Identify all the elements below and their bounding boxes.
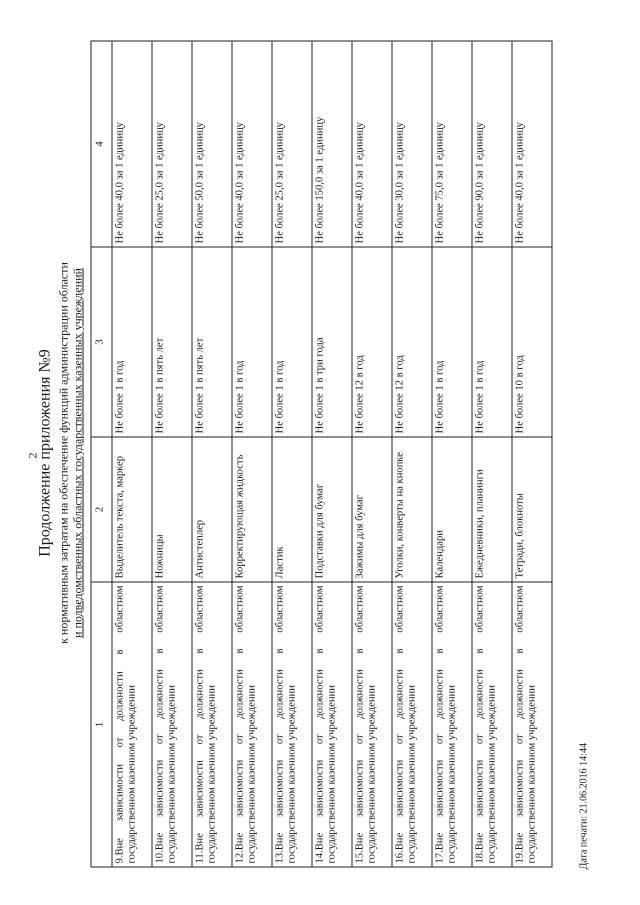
table-cell-c2: Ножницы [152, 437, 192, 582]
print-date: Дата печати: 21.06.2016 14:44 [578, 742, 590, 869]
table-cell-c2: Зажимы для бумаг [352, 437, 392, 582]
table-cell-c1: 15.Вне зависимости от должности в областном государственном казенном учреждении [352, 582, 392, 867]
appendix-subtitle-line1: к нормативным затратам на обеспечение функций администрации области [56, 261, 71, 644]
table-cell-c4: Не более 150,0 за 1 единицу [312, 41, 352, 247]
table-cell-c1: 12.Вне зависимости от должности в областном государственном казенном учреждении [232, 582, 272, 867]
table-row [472, 41, 512, 867]
table-cell-c2: Антистеплер [192, 437, 232, 582]
table-cell-c3: Не более 1 в пять лет [192, 247, 232, 437]
table-cell-c3: Не более 1 в год [432, 247, 472, 437]
table-row [352, 41, 392, 867]
table-cell-c4: Не более 40,0 за 1 единицу [352, 41, 392, 247]
column-header: 1 [91, 582, 112, 867]
table-cell-c4: Не более 25,0 за 1 единицу [152, 41, 192, 247]
table-row [232, 41, 272, 867]
table-cell-c2: Тетради, блокноты [512, 437, 552, 582]
table-header-row [91, 41, 112, 867]
table-cell-c2: Подставки для бумаг [312, 437, 352, 582]
document-header [31, 30, 85, 875]
table-cell-c2: Уголки, конверты на кнопке [392, 437, 432, 582]
table-cell-c1: 13.Вне зависимости от должности в областном государственном казенном учреждении [272, 582, 312, 867]
table-cell-c1: 17.Вне зависимости от должности в областном государственном казенном учреждении [432, 582, 472, 867]
appendix-subtitle-line2: и подведомственных областных государственных казенных учреждений [70, 267, 85, 638]
table-cell-c2: Выделитель текста, маркер [112, 437, 152, 582]
table-cell-c4: Не более 25,0 за 1 единицу [272, 41, 312, 247]
table-row [512, 41, 552, 867]
table-cell-c3: Не более 1 в год [112, 247, 152, 437]
table-row [432, 41, 472, 867]
column-header: 3 [91, 247, 112, 437]
table-cell-c4: Не более 40,0 за 1 единицу [512, 41, 552, 247]
table-cell-c4: Не более 50,0 за 1 единицу [192, 41, 232, 247]
document-page-rotated [31, 30, 611, 875]
column-header: 4 [91, 41, 112, 247]
table-cell-c1: 16.Вне зависимости от должности в областном государственном казенном учреждении [392, 582, 432, 867]
table-cell-c4: Не более 40,0 за 1 единицу [112, 41, 152, 247]
table-cell-c2: Корректирующая жидкость [232, 437, 272, 582]
page-number: 2 [25, 452, 40, 459]
table-row [272, 41, 312, 867]
table-cell-c2: Ластик [272, 437, 312, 582]
table-cell-c1: 11.Вне зависимости от должности в областном государственном казенном учреждении [192, 582, 232, 867]
table-cell-c1: 9.Вне зависимости от должности в областном государственном казенном учреждении [112, 582, 152, 867]
table-cell-c4: Не более 90,0 за 1 единицу [472, 41, 512, 247]
table-cell-c3: Не более 1 в пять лет [152, 247, 192, 437]
table-cell-c3: Не более 1 в год [232, 247, 272, 437]
table-cell-c1: 10.Вне зависимости от должности в областном государственном казенном учреждении [152, 582, 192, 867]
table-cell-c4: Не более 40,0 за 1 единицу [232, 41, 272, 247]
table-cell-c1: 14.Вне зависимости от должности в областном государственном казенном учреждении [312, 582, 352, 867]
table-cell-c4: Не более 75,0 за 1 единицу [432, 41, 472, 247]
table-cell-c1: 18.Вне зависимости от должности в областном государственном казенном учреждении [472, 582, 512, 867]
table-cell-c3: Не более 12 в год [392, 247, 432, 437]
table-row [152, 41, 192, 867]
column-header: 2 [91, 437, 112, 582]
table-cell-c3: Не более 1 в год [272, 247, 312, 437]
table-cell-c3: Не более 1 в три года [312, 247, 352, 437]
norms-table [91, 40, 553, 867]
table-cell-c1: 19.Вне зависимости от должности в областном государственном казенном учреждении [512, 582, 552, 867]
table-cell-c2: Ежедневники, планинги [472, 437, 512, 582]
table-cell-c3: Не более 1 в год [472, 247, 512, 437]
table-row [112, 41, 152, 867]
table-row [192, 41, 232, 867]
table-cell-c3: Не более 10 в год [512, 247, 552, 437]
table-cell-c3: Не более 12 в год [352, 247, 392, 437]
table-row [392, 41, 432, 867]
appendix-title: Продолжение приложения №9 [36, 348, 54, 557]
table-row [312, 41, 352, 867]
table-cell-c2: Календари [432, 437, 472, 582]
table-cell-c4: Не более 30,0 за 1 единицу [392, 41, 432, 247]
